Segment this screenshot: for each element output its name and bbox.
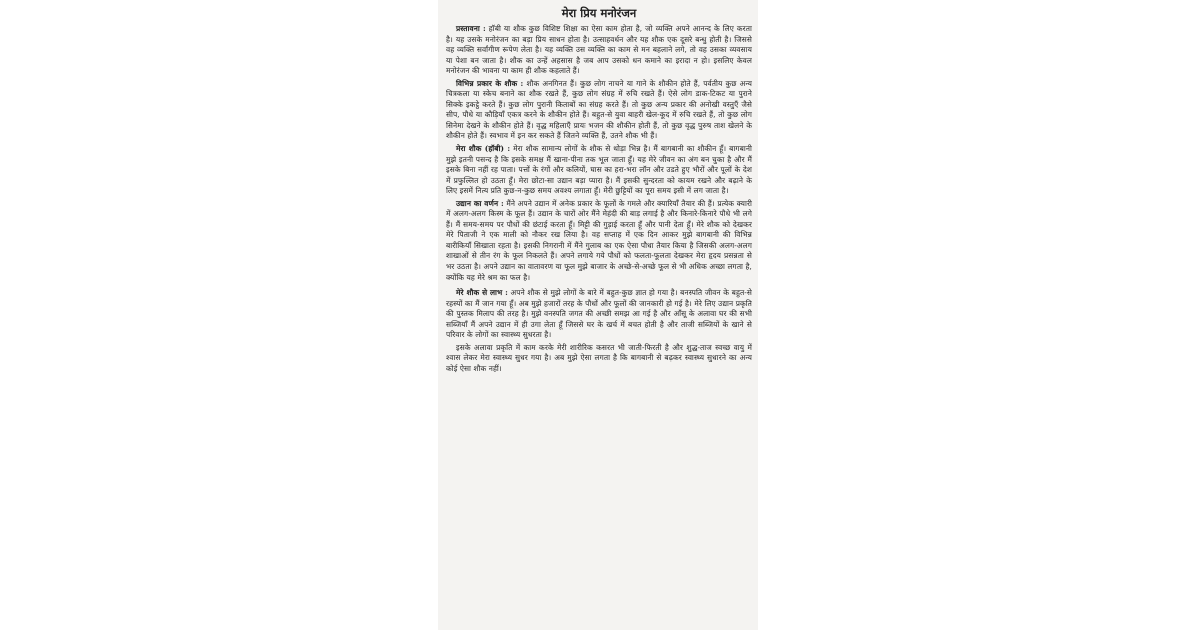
paragraph-text: मेरा शौक सामान्य लोगों के शौक से थोड़ा भिन्न है। मैं बागबानी का शौकीन हूँ। बागबानी मुझे इतनी पसन्द है कि इसके समक्ष मैं खाना-पीना तक भूल जाता हूँ। यह मेरे जीवन का अंग बन चुका है और मैं इसके बिना नहीं रह पाता। पत्तों के रंगों और कलियों, घास का हरा-भरा लॉन और उडते हुए भौरों और पूलों के देश में प्रफुल्लित हो उठता हूँ। मेरा छोटा-सा उद्यान बड़ा प्यारा है। मैं इसकी सुन्दरता को कायम रखने और बढ़ाने के लिए इसमें नित्य प्रति कुछ-न-कुछ समय अवश्य लगाता हूँ। मेरी छुट्टियों का पूरा समय इसी में लग जाता है। xyxy=(446,144,752,196)
paragraph-heading: मेरा शौक (हॉबी) : xyxy=(456,144,511,154)
paragraph-introduction xyxy=(446,24,752,77)
scanned-essay-page xyxy=(438,0,758,630)
paragraph-heading: विभिन्न प्रकार के शौक : xyxy=(456,78,524,88)
paragraph-text: अपने शौक से मुझे लोगों के बारे में बहुत-कुछ ज्ञात हो गया है। बनस्पति जीवन के बहुत-से रहस्यों का मैं जान गया हूँ। अब मुझे हजारों तरह के पौधों और फूलों की जानकारी हो गई है। मेरे लिए उद्यान प्रकृति की पुस्तक मिलाप की तरह है। मुझे वनस्पति जगत की अच्छी समझ आ गई है और आँसू के अलावा घर की सभी सब्जियाँ मैं अपने उद्यान में ही उगा लेता हूँ जिससे घर के खर्च में बचत होती है और ताजी सब्जियों के खाने से परिवार के लोगों का स्वास्थ्य सुधरता है। xyxy=(446,288,752,340)
essay-title: मेरा प्रिय मनोरंजन xyxy=(561,6,637,20)
paragraph-text: इसके अलावा प्रकृति में काम करके मेरी शारीरिक कसरत भी जाती-फिरती है और शुद्ध-ताज स्वच्छ वायु में श्वास लेकर मेरा स्वास्थ्य सुधर गया है। अब मुझे ऐसा लगता है कि बागबानी से बढ़कर स्वास्थ्य सुधारने का अन्य कोई ऐसा शौक नहीं। xyxy=(446,342,752,373)
paragraph-heading: प्रस्तावना : xyxy=(456,24,486,33)
paragraph-text: शौक अनगिनत हैं। कुछ लोग नाचने या गाने के शौकीन होते हैं, पर्वतीय कुछ अन्य चित्रकला या स्केच बनाने का शौक रखते हैं, कुछ लोग संग्रह में रुचि रखते हैं। ऐसे लोग डाक-टिकट या पुराने सिक्के इकट्ठे करते हैं। कुछ लोग पुरानी किताबों का संग्रह करते हैं। तो कुछ अन्य प्रकार की अनोखी वस्तुएँ जैसे सीप, पौधे या कौड़ियाँ एकत्र करने के शौकीन होते हैं। बहुत-से युवा बाहरी खेल-कूद में रुचि रखते हैं, तो कुछ लोग सिनेमा देखने के शौकीन होते हैं। वृद्ध महिलाएँ प्रायः भजन की शौकीन होती हैं, तो कुछ वृद्ध पुरुष ताश खेलने के शौकीन होते हैं। स्वभाव में इन कर सकते हैं जितने व्यक्ति हैं, उतने शौक भी हैं। xyxy=(446,78,752,141)
paragraph-heading: उद्यान का वर्णन : xyxy=(456,198,504,208)
paragraph-text: हॉबी या शौक कुछ विशिष्ट शिक्षा का ऐसा काम होता है, जो व्यक्ति अपने आनन्द के लिए करता है। यह उसके मनोरंजन का बड़ा प्रिय साधन होता है। उत्साहवर्धन और यह शौक एक दूसरे बन्धु होती है। जिससे वह व्यक्ति सर्वांगीण रूपेण लेता है। यह व्यक्ति उस व्यक्ति का काम से मन बहलाने लगे, तो वह उसका व्यवसाय या पेशा बन जाता है। शौक का उन्हें अहसास है जब आप उसको धन कमाने का इरादा न हो। इसलिए केवल मनोरंजन की भावना या काम ही शौक कहलाते हैं। xyxy=(446,24,752,76)
paragraph-health-benefits xyxy=(446,343,752,375)
paragraph-my-hobby xyxy=(446,144,752,197)
paragraph-types-of-hobbies xyxy=(446,79,752,142)
paragraph-heading: मेरे शौक से लाभ : xyxy=(456,288,508,298)
paragraph-text: मैंने अपने उद्यान में अनेक प्रकार के फूलों के गमले और क्यारियाँ तैयार की हैं। प्रत्येक क्यारी में अलग-अलग किस्म के फूल हैं। उद्यान के चारों ओर मैंने मेहंदी की बाड़ लगाई है और किनारे-किनारे पौधे भी लगे हैं। मैं समय-समय पर पौधों की छंटाई करता हूँ। मिट्टी की गुड़ाई करता हूँ और पानी देता हूँ। मेरे शौक को देखकर मेरे पिताजी ने एक माली को नौकर रख लिया है। वह सप्ताह में एक दिन आकर मुझे बागबानी की विभिन्न बारीकियाँ सिखाता रहता है। इसकी निगरानी में मैंने गुलाब का एक ऐसा पौधा तैयार किया है जिसकी अलग-अलग शाखाओं से तीन रंग के फूल निकलते हैं। अपने लगाये गये पौधों को फलता-फूलता देखकर मेरा हृदय प्रसन्नता से भर उठता है। अपने उद्यान का वातावरण या फूल मुझे बाजार के अच्छे-से-अच्छे फूल से भी अधिक अच्छा लगता है, क्योंकि यह मेरे श्रम का फल है। xyxy=(446,198,752,282)
paragraph-garden-description xyxy=(446,199,752,283)
paragraph-benefits xyxy=(446,288,752,341)
